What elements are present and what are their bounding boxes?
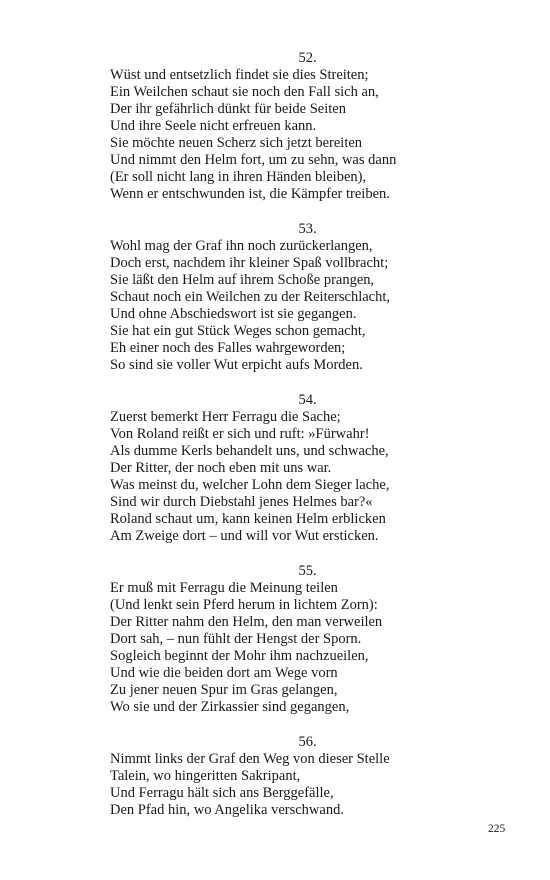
stanza: [110, 50, 440, 203]
stanza-number: 56.: [298, 734, 317, 750]
verse-line: Sogleich beginnt der Mohr ihm nachzueilen,: [110, 648, 369, 664]
verse-line: Als dumme Kerls behandelt uns, und schwache,: [110, 443, 389, 459]
verse-line: Talein, wo hingeritten Sakripant,: [110, 768, 301, 784]
verse-line: Ein Weilchen schaut sie noch den Fall sich an,: [110, 84, 379, 100]
verse-line: So sind sie voller Wut erpicht aufs Morden.: [110, 357, 363, 373]
verse-line: Wenn er entschwunden ist, die Kämpfer treiben.: [110, 186, 390, 202]
verse-line: (Er soll nicht lang in ihren Händen bleiben),: [110, 169, 367, 185]
stanza-number: 52.: [298, 50, 317, 66]
verse-line: Und nimmt den Helm fort, um zu sehn, was dann: [110, 152, 397, 168]
verse-line: Und ohne Abschiedswort ist sie gegangen.: [110, 306, 357, 322]
stanza: [110, 392, 440, 545]
verse-line: Sie läßt den Helm auf ihrem Schoße prangen,: [110, 272, 375, 288]
stanza-number: 53.: [298, 221, 317, 237]
verse-line: Wo sie und der Zirkassier sind gegangen,: [110, 699, 350, 715]
verse-line: Sie hat ein gut Stück Weges schon gemacht,: [110, 323, 366, 339]
stanza: [110, 221, 440, 374]
verse-line: (Und lenkt sein Pferd herum in lichtem Zorn):: [110, 597, 378, 613]
verse-line: Wüst und entsetzlich findet sie dies Streiten;: [110, 67, 369, 83]
verse-line: Zuerst bemerkt Herr Ferragu die Sache;: [110, 409, 341, 425]
verse-line: Der Ritter, der noch eben mit uns war.: [110, 460, 332, 476]
verse-line: Sind wir durch Diebstahl jenes Helmes bar?«: [110, 494, 373, 510]
stanza: [110, 563, 440, 716]
verse-line: Er muß mit Ferragu die Meinung teilen: [110, 580, 338, 596]
verse-line: Und ihre Seele nicht erfreuen kann.: [110, 118, 317, 134]
verse-line: Am Zweige dort – und will vor Wut ersticken.: [110, 528, 379, 544]
stanza-list: [110, 50, 440, 837]
verse-line: Zu jener neuen Spur im Gras gelangen,: [110, 682, 338, 698]
stanza-number: 54.: [298, 392, 317, 408]
stanza: [110, 734, 440, 819]
page-number: 225: [488, 823, 506, 835]
verse-line: Roland schaut um, kann keinen Helm erblicken: [110, 511, 386, 527]
verse-line: Den Pfad hin, wo Angelika verschwand.: [110, 802, 344, 818]
verse-line: Eh einer noch des Falles wahrgeworden;: [110, 340, 346, 356]
verse-line: Und Ferragu hält sich ans Berggefälle,: [110, 785, 334, 801]
verse-line: Doch erst, nachdem ihr kleiner Spaß vollbracht;: [110, 255, 389, 271]
verse-line: Sie möchte neuen Scherz sich jetzt bereiten: [110, 135, 363, 151]
verse-line: Der ihr gefährlich dünkt für beide Seiten: [110, 101, 346, 117]
verse-line: Der Ritter nahm den Helm, den man verweilen: [110, 614, 383, 630]
verse-line: Und wie die beiden dort am Wege vorn: [110, 665, 338, 681]
verse-line: Dort sah, – nun fühlt der Hengst der Sporn.: [110, 631, 362, 647]
verse-line: Nimmt links der Graf den Weg von dieser Stelle: [110, 751, 390, 767]
stanza-number: 55.: [298, 563, 317, 579]
verse-line: Von Roland reißt er sich und ruft: »Fürwahr!: [110, 426, 370, 442]
verse-line: Was meinst du, welcher Lohn dem Sieger lache,: [110, 477, 390, 493]
verse-line: Schaut noch ein Weilchen zu der Reiterschlacht,: [110, 289, 391, 305]
verse-line: Wohl mag der Graf ihn noch zurückerlangen,: [110, 238, 373, 254]
